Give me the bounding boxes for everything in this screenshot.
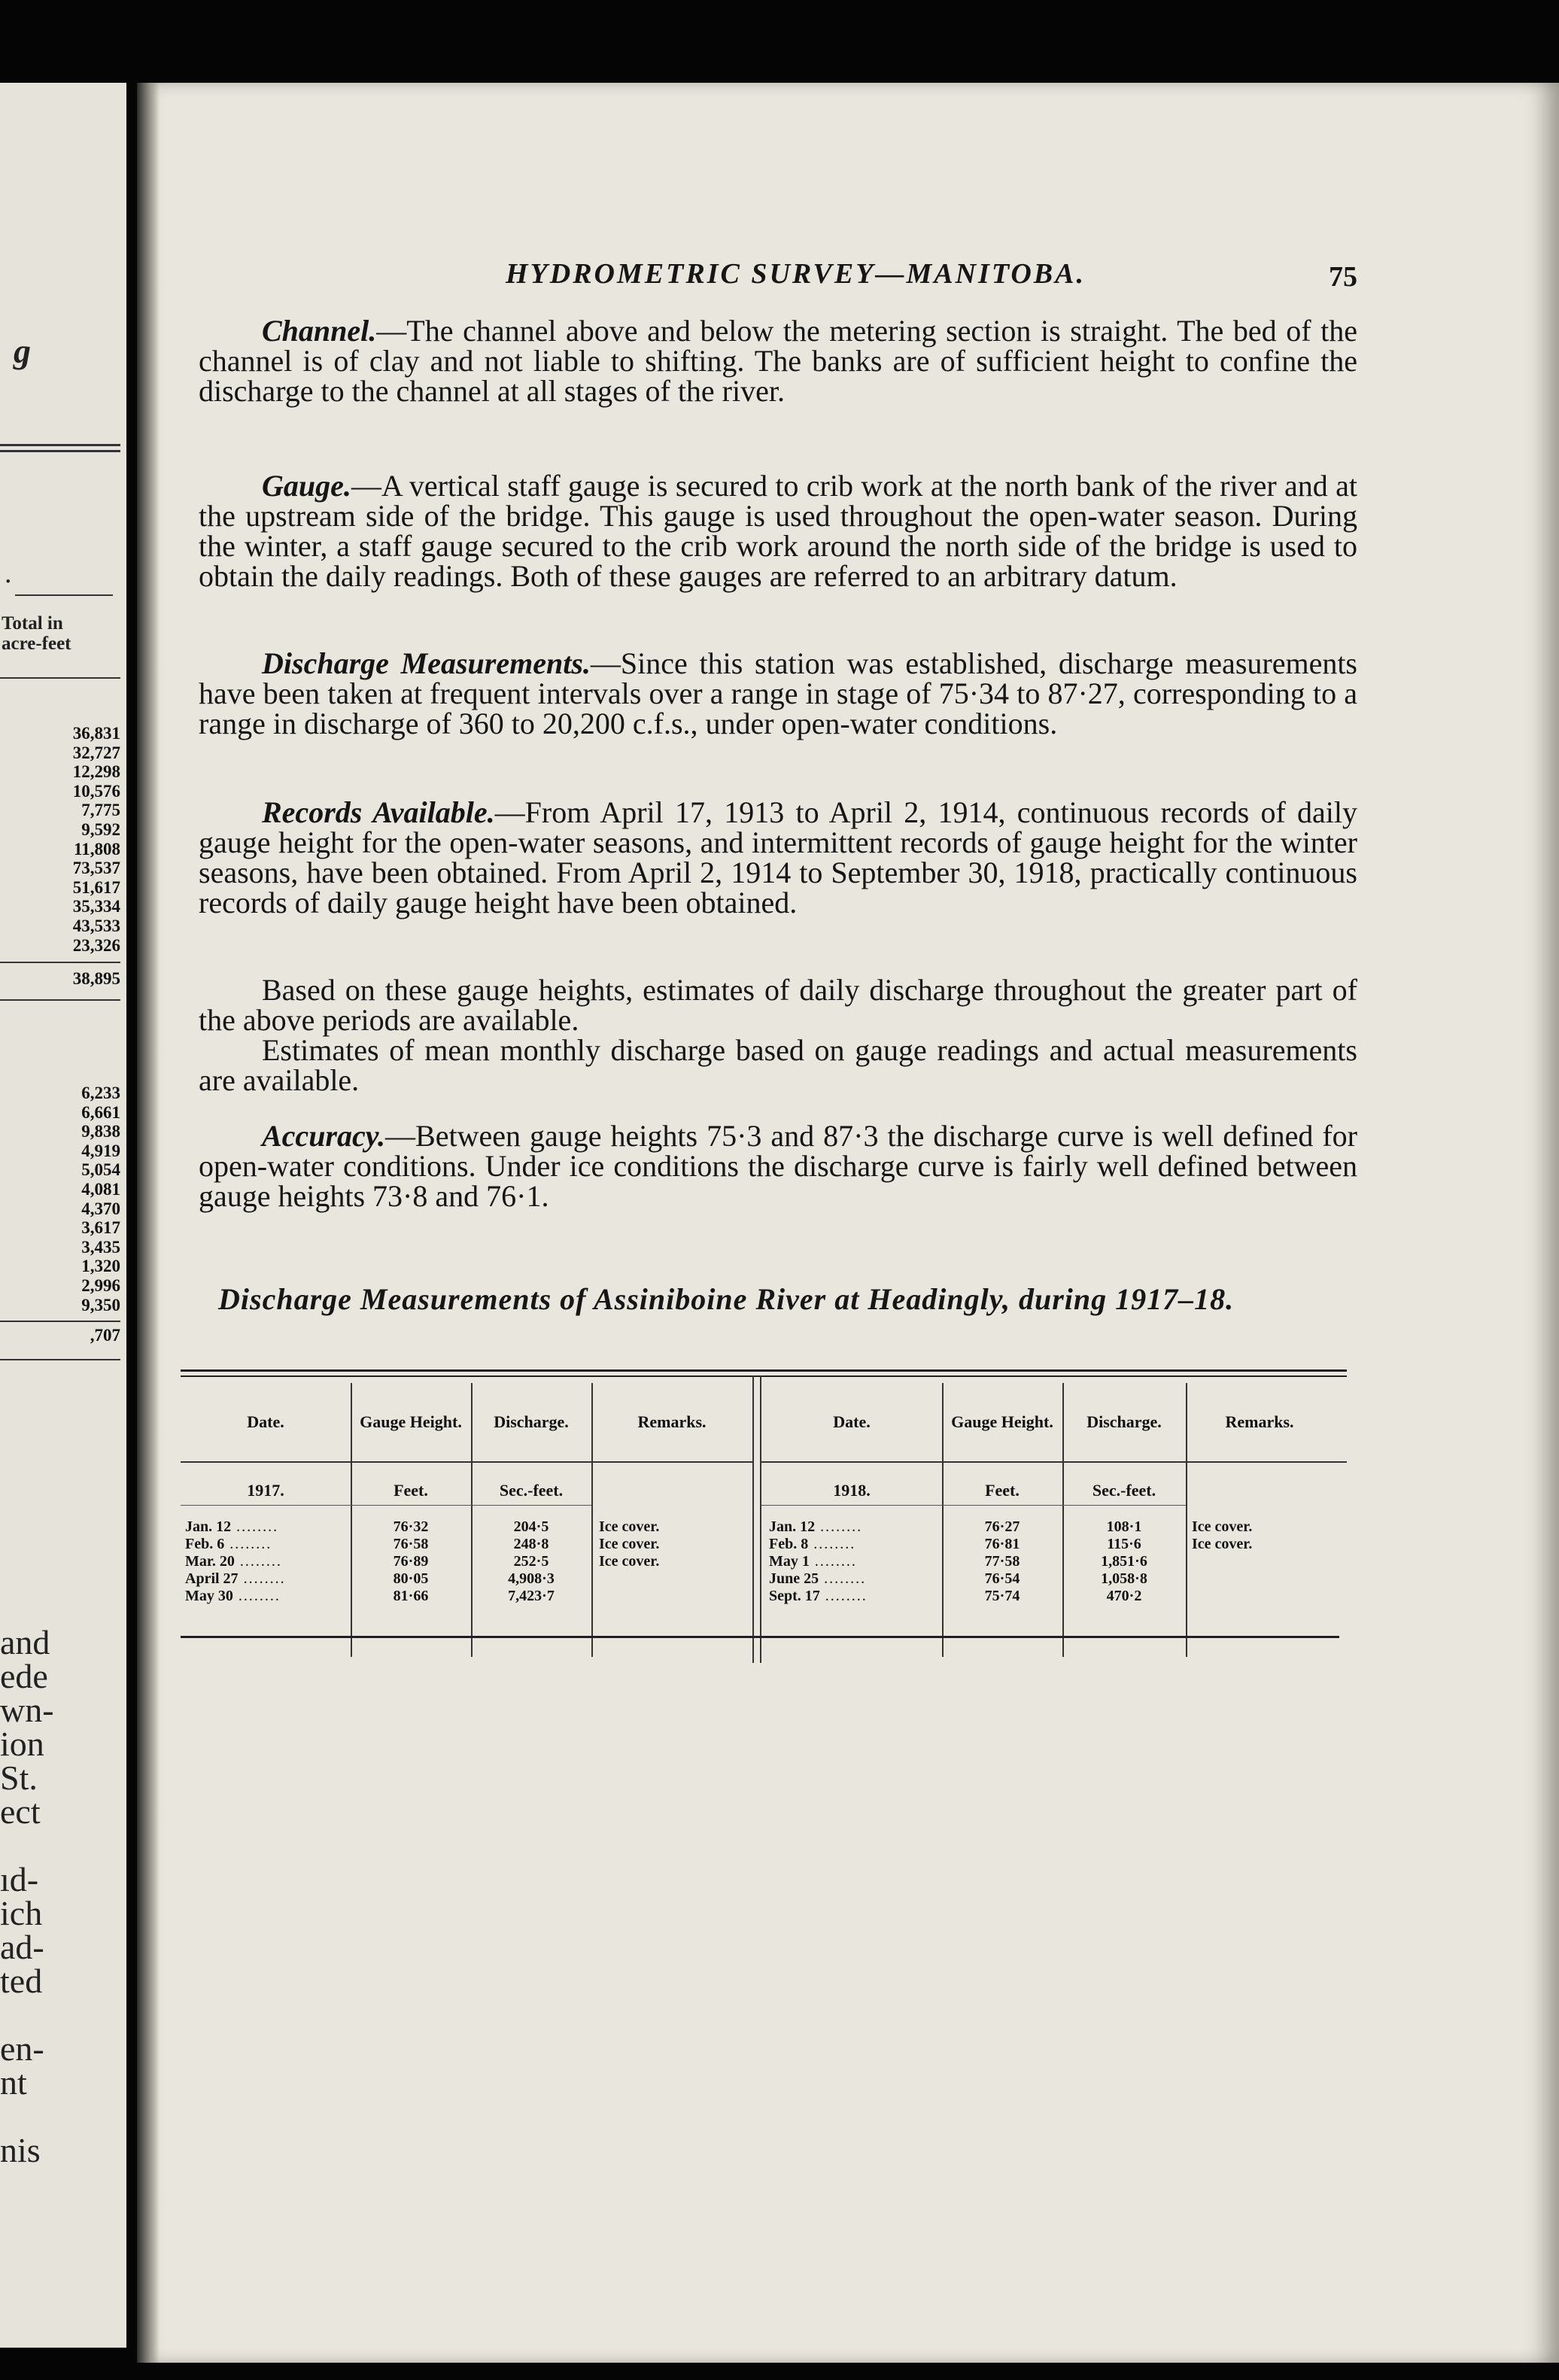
cell-discharge: 248·8: [513, 1536, 549, 1552]
paragraph-records-available: Records Available.—From April 17, 1913 to April 2, 1914, continuous records of daily gauge height for the open-water seasons, and intermittent records of gauge height for the winter seasons, have been obtained. From April 2, 1914 to September 30, 1918, practically continuous records of daily gauge height have been obtained.: [199, 795, 1357, 919]
previous-page-dot: .: [5, 558, 12, 589]
previous-page-number: 7,775: [81, 801, 120, 820]
column-header-remarks: Remarks.: [1225, 1412, 1294, 1431]
column-header-date: Date.: [247, 1412, 284, 1431]
unit-sec-feet: Sec.-feet.: [1092, 1481, 1156, 1500]
table-middle-separator: [752, 1375, 761, 1663]
previous-page-word-fragment: wn-: [0, 1691, 54, 1729]
rule: [0, 677, 120, 679]
cell-gauge-height: 76·58: [393, 1536, 429, 1552]
paragraph-estimates: Estimates of mean monthly discharge based on gauge readings and actual measurements are available.: [199, 1033, 1357, 1097]
previous-page-total: ,707: [90, 1326, 120, 1345]
paragraph-based-on-gauge-heights: Based on these gauge heights, estimates of daily discharge throughout the greater part of the above periods are available.: [199, 973, 1357, 1037]
previous-page-number: 9,350: [81, 1295, 120, 1315]
previous-page-word-fragment: and: [0, 1623, 50, 1661]
previous-page-number: 9,838: [81, 1122, 120, 1141]
previous-page-word-fragment: [0, 1998, 54, 2032]
previous-page-number: 35,334: [72, 897, 120, 916]
column-header-discharge: Discharge.: [494, 1412, 569, 1431]
previous-page-number: 6,661: [81, 1102, 120, 1122]
cell-date: May 1 ........: [769, 1553, 857, 1570]
previous-page-word-fragments: [0, 1625, 54, 2167]
previous-page-word-fragment: ede: [0, 1657, 48, 1695]
cell-gauge-height: 76·89: [393, 1553, 429, 1570]
previous-page-numbers: [81, 1084, 120, 1315]
rule: [0, 450, 120, 452]
rule: [0, 444, 120, 446]
column-header-discharge: Discharge.: [1086, 1412, 1162, 1431]
unit-rule: [181, 1505, 591, 1506]
cell-discharge: 4,908·3: [508, 1570, 555, 1587]
book-page: [137, 83, 1559, 2363]
paragraph-accuracy: Accuracy.—Between gauge heights 75·3 and 87·3 the discharge curve is well defined for open-water conditions. Under ice conditions the discharge curve is fairly well defined between gauge heights 73·8 and 76·1.: [199, 1119, 1357, 1213]
rule: [0, 1359, 120, 1360]
previous-page-word-fragment: ıd-: [0, 1860, 39, 1898]
leader-dots: ........: [232, 1588, 281, 1604]
previous-page-number: 4,081: [81, 1179, 120, 1199]
paragraph-channel: Channel.—The channel above and below the metering section is straight. The bed of the channel is of clay and not liable to shifting. The banks are of sufficient height to confine the discharge to the channel at all stages of the river.: [199, 314, 1357, 408]
table-top-rule: [181, 1375, 1347, 1377]
previous-page-number: 10,576: [72, 781, 120, 801]
previous-page-word-fragment: ad-: [0, 1928, 44, 1966]
column-header-gauge-height: Gauge Height.: [360, 1412, 462, 1431]
rule: [0, 999, 120, 1001]
rule: [0, 1321, 120, 1322]
previous-page-corner-letter: g: [14, 332, 31, 370]
column-header-remarks: Remarks.: [637, 1412, 707, 1431]
cell-date: Sept. 17 ........: [769, 1588, 868, 1604]
cell-date: May 30 ........: [185, 1588, 281, 1604]
previous-page-word-fragment: nt: [0, 2063, 27, 2102]
table-half-1918: [761, 1383, 1347, 1663]
previous-page-number: 43,533: [72, 916, 120, 935]
leader-dots: ........: [809, 1553, 857, 1570]
cell-date: June 25 ........: [769, 1570, 867, 1587]
unit-feet: Feet.: [394, 1481, 428, 1500]
cell-gauge-height: 75·74: [984, 1588, 1020, 1604]
year-label: 1918.: [833, 1481, 871, 1500]
cell-discharge: 470·2: [1106, 1588, 1142, 1604]
cell-gauge-height: 76·54: [984, 1570, 1020, 1587]
unit-sec-feet: Sec.-feet.: [499, 1481, 564, 1500]
previous-page-number: 4,919: [81, 1141, 120, 1160]
cell-discharge: 204·5: [513, 1518, 549, 1535]
page-number: 75: [1329, 261, 1357, 293]
previous-page-number: 36,831: [72, 724, 120, 743]
cell-discharge: 108·1: [1106, 1518, 1142, 1535]
previous-page-number: 11,808: [74, 839, 120, 859]
cell-remarks: Ice cover.: [1192, 1518, 1253, 1535]
year-label: 1917.: [247, 1481, 284, 1500]
previous-page-word-fragment: ect: [0, 1792, 41, 1831]
header-rule: [181, 1461, 752, 1463]
previous-page-number: 2,996: [81, 1275, 120, 1295]
table-bottom-rule: [181, 1636, 1339, 1638]
previous-page-word-fragment: ted: [0, 1962, 43, 2000]
header-rule: [761, 1461, 1347, 1463]
leader-dots: ........: [808, 1536, 856, 1552]
previous-page-word-fragment: [0, 1828, 54, 1862]
previous-page-number: 73,537: [72, 859, 120, 878]
previous-page-number: 5,054: [81, 1160, 120, 1180]
unit-rule: [761, 1505, 1186, 1506]
previous-page-number: 51,617: [72, 877, 120, 897]
leader-dots: ........: [238, 1570, 286, 1587]
cell-date: Feb. 6 ........: [185, 1536, 272, 1552]
previous-page-number: 1,320: [81, 1257, 120, 1276]
leader-dots: ........: [234, 1553, 282, 1570]
leader-dots: ........: [819, 1588, 868, 1604]
previous-page-number: 32,727: [72, 743, 120, 762]
cell-discharge: 7,423·7: [508, 1588, 555, 1604]
cell-discharge: 1,851·6: [1101, 1553, 1147, 1570]
previous-page-number: 3,617: [81, 1218, 120, 1238]
cell-date: April 27 ........: [185, 1570, 286, 1587]
cell-discharge: 252·5: [513, 1553, 549, 1570]
previous-page-numbers: [73, 724, 120, 955]
cell-gauge-height: 76·81: [984, 1536, 1020, 1552]
cell-remarks: Ice cover.: [1192, 1536, 1253, 1552]
previous-page-number: 6,233: [81, 1084, 120, 1102]
cell-date: Jan. 12 ........: [769, 1518, 863, 1535]
leader-dots: ........: [231, 1518, 279, 1535]
cell-gauge-height: 76·32: [393, 1518, 429, 1535]
cell-remarks: Ice cover.: [599, 1553, 660, 1570]
previous-page-word-fragment: [0, 2099, 54, 2133]
cell-gauge-height: 77·58: [984, 1553, 1020, 1570]
previous-page-total-heading: Total in acre-feet: [2, 613, 71, 654]
previous-page-number: 3,435: [81, 1237, 120, 1257]
previous-page-word-fragment: en-: [0, 2029, 44, 2068]
previous-page-strip: [0, 83, 126, 2348]
leader-dots: ........: [224, 1536, 272, 1552]
page-spine-shadow: [137, 83, 160, 2363]
cell-discharge: 1,058·8: [1101, 1570, 1147, 1587]
cell-remarks: Ice cover.: [599, 1518, 660, 1535]
column-header-date: Date.: [833, 1412, 871, 1431]
cell-date: Feb. 8 ........: [769, 1536, 856, 1552]
previous-page-number: 4,370: [81, 1199, 120, 1218]
cell-date: Jan. 12 ........: [185, 1518, 279, 1535]
cell-remarks: Ice cover.: [599, 1536, 660, 1552]
cell-gauge-height: 80·05: [393, 1570, 429, 1587]
cell-gauge-height: 81·66: [393, 1588, 429, 1604]
table-title: Discharge Measurements of Assiniboine River at Headingly, during 1917–18.: [218, 1282, 1235, 1316]
rule: [15, 594, 113, 596]
running-head: HYDROMETRIC SURVEY—MANITOBA.: [506, 258, 1086, 290]
table-half-1917: [181, 1383, 752, 1663]
column-header-gauge-height: Gauge Height.: [951, 1412, 1053, 1431]
previous-page-total: 38,895: [72, 969, 120, 988]
cell-discharge: 115·6: [1107, 1536, 1141, 1552]
previous-page-word-fragment: ion: [0, 1725, 44, 1763]
previous-page-word-fragment: ich: [0, 1894, 43, 1932]
paragraph-gauge: Gauge.—A vertical staff gauge is secured to crib work at the north bank of the river and at the upstream side of the bridge. This gauge is used throughout the open-water season. During the winter, a staff gauge secured to the crib work around the north side of the bridge is used to obtain the daily readings. Both of these gauges are referred to an arbitrary datum.: [199, 469, 1357, 593]
previous-page-word-fragment: St.: [0, 1758, 38, 1797]
unit-feet: Feet.: [985, 1481, 1020, 1500]
paragraph-discharge-measurements: Discharge Measurements.—Since this station was established, discharge measurements have been taken at frequent intervals over a range in stage of 75·34 to 87·27, corresponding to a range in discharge of 360 to 20,200 c.f.s., under open-water conditions.: [199, 646, 1357, 740]
previous-page-number: 9,592: [81, 819, 120, 839]
rule: [0, 962, 120, 963]
previous-page-word-fragment: nis: [0, 2131, 41, 2169]
previous-page-number: 23,326: [72, 935, 120, 955]
previous-page-number: 12,298: [72, 762, 120, 782]
cell-date: Mar. 20 ........: [185, 1553, 282, 1570]
table-top-rule: [181, 1369, 1347, 1372]
leader-dots: ........: [815, 1518, 863, 1535]
cell-gauge-height: 76·27: [984, 1518, 1020, 1535]
leader-dots: ........: [819, 1570, 867, 1587]
